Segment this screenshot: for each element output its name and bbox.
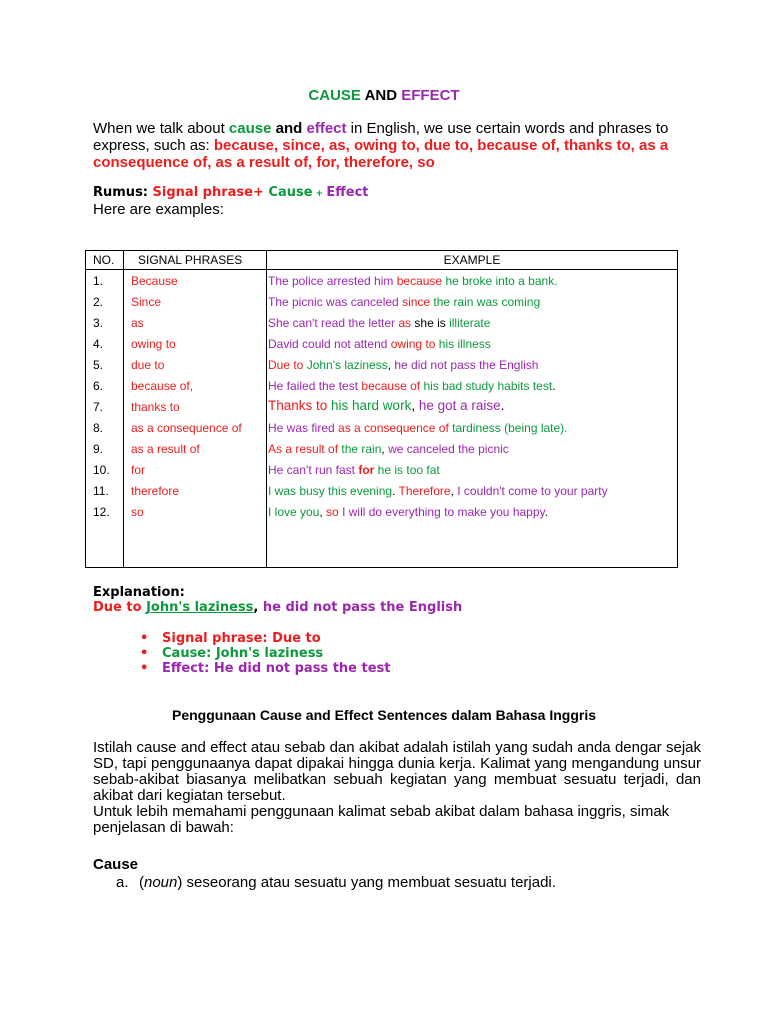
- example-segment: he did not pass the English: [394, 358, 539, 372]
- row-number: 7.: [93, 400, 104, 414]
- paragraph-1: Istilah cause and effect atau sebab dan akibat adalah istilah yang sudah anda dengar sejak SD, tapi penggunaanya dapat dipakai hingga dunia kerja. Kalimat yang mengandung unsur sebab-akibat biasanya melibatkan sebuah kegiatan yang membuat sesuatu terjadi, dan akibat dari kegiatan tersebut.: [93, 739, 701, 804]
- example-segment: illiterate: [449, 316, 491, 330]
- row-number: 4.: [93, 337, 104, 351]
- bullet-cause: • Cause: John's laziness: [140, 646, 391, 661]
- example-segment: David could not attend: [268, 337, 391, 351]
- example-segment: owing to: [390, 337, 436, 351]
- example-segment: The police arrested him: [268, 274, 397, 288]
- examples-table: [85, 250, 678, 568]
- intro-cause: cause: [228, 120, 272, 137]
- example-segment: she is: [411, 316, 450, 330]
- explanation-bullets: [140, 631, 391, 676]
- cause-paren-open: (: [139, 874, 144, 891]
- row-signal-phrase: for: [131, 463, 146, 477]
- cause-item-label: a.: [116, 874, 129, 891]
- row-number: 1.: [93, 274, 104, 288]
- example-segment: because of: [361, 379, 421, 393]
- row-example: [268, 358, 538, 372]
- example-segment: his illness: [435, 337, 491, 351]
- row-number: 12.: [93, 505, 110, 519]
- example-segment: The picnic was canceled: [268, 295, 403, 309]
- row-signal-phrase: as: [131, 316, 144, 330]
- table-divider: [266, 251, 267, 567]
- example-segment: he broke into a bank.: [442, 274, 558, 288]
- row-example: [268, 274, 558, 288]
- example-segment: since: [402, 295, 431, 309]
- row-example: [268, 484, 608, 498]
- example-segment: I will do everything to make you happy: [338, 505, 545, 519]
- title-effect: EFFECT: [401, 87, 460, 104]
- example-segment: because: [396, 274, 443, 288]
- title-and: AND: [364, 87, 398, 104]
- row-number: 5.: [93, 358, 104, 372]
- row-example: [268, 316, 490, 330]
- paragraph-2: Untuk lebih memahami penggunaan kalimat sebab akibat dalam bahasa inggris, simak penjelasan di bawah:: [93, 803, 670, 836]
- row-example: [268, 295, 540, 309]
- example-segment: He can't run fast: [268, 463, 359, 477]
- table-divider: [123, 251, 124, 567]
- example-segment: He was fired: [268, 421, 339, 435]
- header-no: NO.: [93, 253, 115, 267]
- row-number: 8.: [93, 421, 104, 435]
- title-cause: CAUSE: [308, 87, 361, 104]
- bullet-effect: • Effect: He did not pass the test: [140, 661, 391, 676]
- example-segment: as: [398, 316, 412, 330]
- row-number: 6.: [93, 379, 104, 393]
- intro-signal-list: because, since, as, owing to, due to, because of, thanks to, as a consequence of, as a result of, for, therefore, so: [93, 137, 669, 171]
- example-segment: John's laziness: [306, 358, 388, 372]
- row-signal-phrase: so: [131, 505, 144, 519]
- example-segment: Therefore: [398, 484, 451, 498]
- cause-heading: Cause: [93, 856, 139, 873]
- example-segment: so: [326, 505, 339, 519]
- explanation-signal: Due to: [93, 600, 147, 615]
- row-example: [268, 399, 504, 413]
- example-segment: Thanks to: [268, 398, 328, 413]
- table-header-divider: [86, 269, 677, 270]
- explanation-cause: John's laziness: [146, 600, 254, 615]
- intro-paragraph: [93, 120, 683, 171]
- example-segment: ,: [381, 442, 389, 456]
- formula-effect: Effect: [326, 185, 369, 200]
- example-segment: .: [392, 484, 399, 498]
- row-example: [268, 505, 548, 519]
- explanation-example: [93, 600, 462, 615]
- example-segment: tardiness (being late).: [448, 421, 568, 435]
- header-signal-phrases: SIGNAL PHRASES: [138, 253, 243, 267]
- examples-lead: Here are examples:: [93, 201, 224, 218]
- row-signal-phrase: as a consequence of: [131, 421, 242, 435]
- example-segment: ,: [450, 484, 458, 498]
- cause-definition-text: ) seseorang atau sesuatu yang membuat sesuatu terjadi.: [177, 874, 556, 891]
- row-signal-phrase: as a result of: [131, 442, 200, 456]
- row-signal-phrase: Since: [131, 295, 162, 309]
- header-example: EXAMPLE: [443, 253, 501, 267]
- formula-cause: Cause: [263, 185, 313, 200]
- row-signal-phrase: due to: [131, 358, 165, 372]
- example-segment: the rain was coming: [430, 295, 541, 309]
- row-signal-phrase: because of,: [131, 379, 194, 393]
- row-number: 3.: [93, 316, 104, 330]
- row-signal-phrase: therefore: [131, 484, 180, 498]
- formula-signal: Signal phrase+: [148, 185, 264, 200]
- example-segment: he is too fat: [374, 463, 440, 477]
- intro-text-2: in English, we use certain words and phrases to express, such as:: [93, 120, 669, 154]
- example-segment: He failed the test: [268, 379, 362, 393]
- row-example: [268, 379, 556, 393]
- row-number: 9.: [93, 442, 104, 456]
- example-segment: his bad study habits test: [420, 379, 553, 393]
- example-segment: we canceled the picnic: [388, 442, 509, 456]
- formula-label: Rumus:: [93, 185, 149, 200]
- example-segment: As a result of: [268, 442, 339, 456]
- intro-text-1: When we talk about: [93, 120, 229, 137]
- row-signal-phrase: owing to: [131, 337, 176, 351]
- row-example: [268, 463, 440, 477]
- example-segment: .: [552, 379, 556, 393]
- row-example: [268, 421, 568, 435]
- row-example: [268, 442, 509, 456]
- example-segment: as a consequence of: [338, 421, 449, 435]
- row-number: 11.: [93, 484, 109, 498]
- intro-and: and: [271, 120, 307, 137]
- body-paragraph: [93, 740, 701, 836]
- example-segment: ,: [319, 505, 327, 519]
- example-segment: .: [500, 398, 505, 413]
- example-segment: She can't read the letter: [268, 316, 399, 330]
- example-segment: ,: [387, 358, 395, 372]
- example-segment: ,: [411, 398, 419, 413]
- explanation-label: Explanation:: [93, 585, 185, 600]
- row-number: 2.: [93, 295, 104, 309]
- example-segment: he got a raise: [418, 398, 501, 413]
- explanation-effect: he did not pass the English: [258, 600, 463, 615]
- example-segment: the rain: [338, 442, 382, 456]
- example-segment: Due to: [268, 358, 307, 372]
- row-example: [268, 337, 491, 351]
- cause-noun: noun: [144, 874, 178, 891]
- explanation: [93, 585, 462, 615]
- bullet-signal: • Signal phrase: Due to: [140, 631, 391, 646]
- intro-effect: effect: [306, 120, 347, 137]
- formula-line: [93, 185, 369, 200]
- cause-definition: [116, 874, 556, 891]
- formula-plus: +: [312, 189, 327, 199]
- example-segment: I was busy this evening: [268, 484, 393, 498]
- page-title: [0, 87, 768, 104]
- example-segment: his hard work: [327, 398, 412, 413]
- example-segment: I couldn't come to your party: [457, 484, 608, 498]
- example-segment: I love you: [268, 505, 320, 519]
- example-segment: .: [544, 505, 548, 519]
- row-signal-phrase: thanks to: [131, 400, 180, 414]
- example-segment: for: [358, 463, 375, 477]
- section-title: Penggunaan Cause and Effect Sentences dalam Bahasa Inggris: [171, 707, 596, 723]
- row-signal-phrase: Because: [131, 274, 178, 288]
- row-number: 10.: [93, 463, 110, 477]
- explanation-comma: ,: [253, 600, 259, 615]
